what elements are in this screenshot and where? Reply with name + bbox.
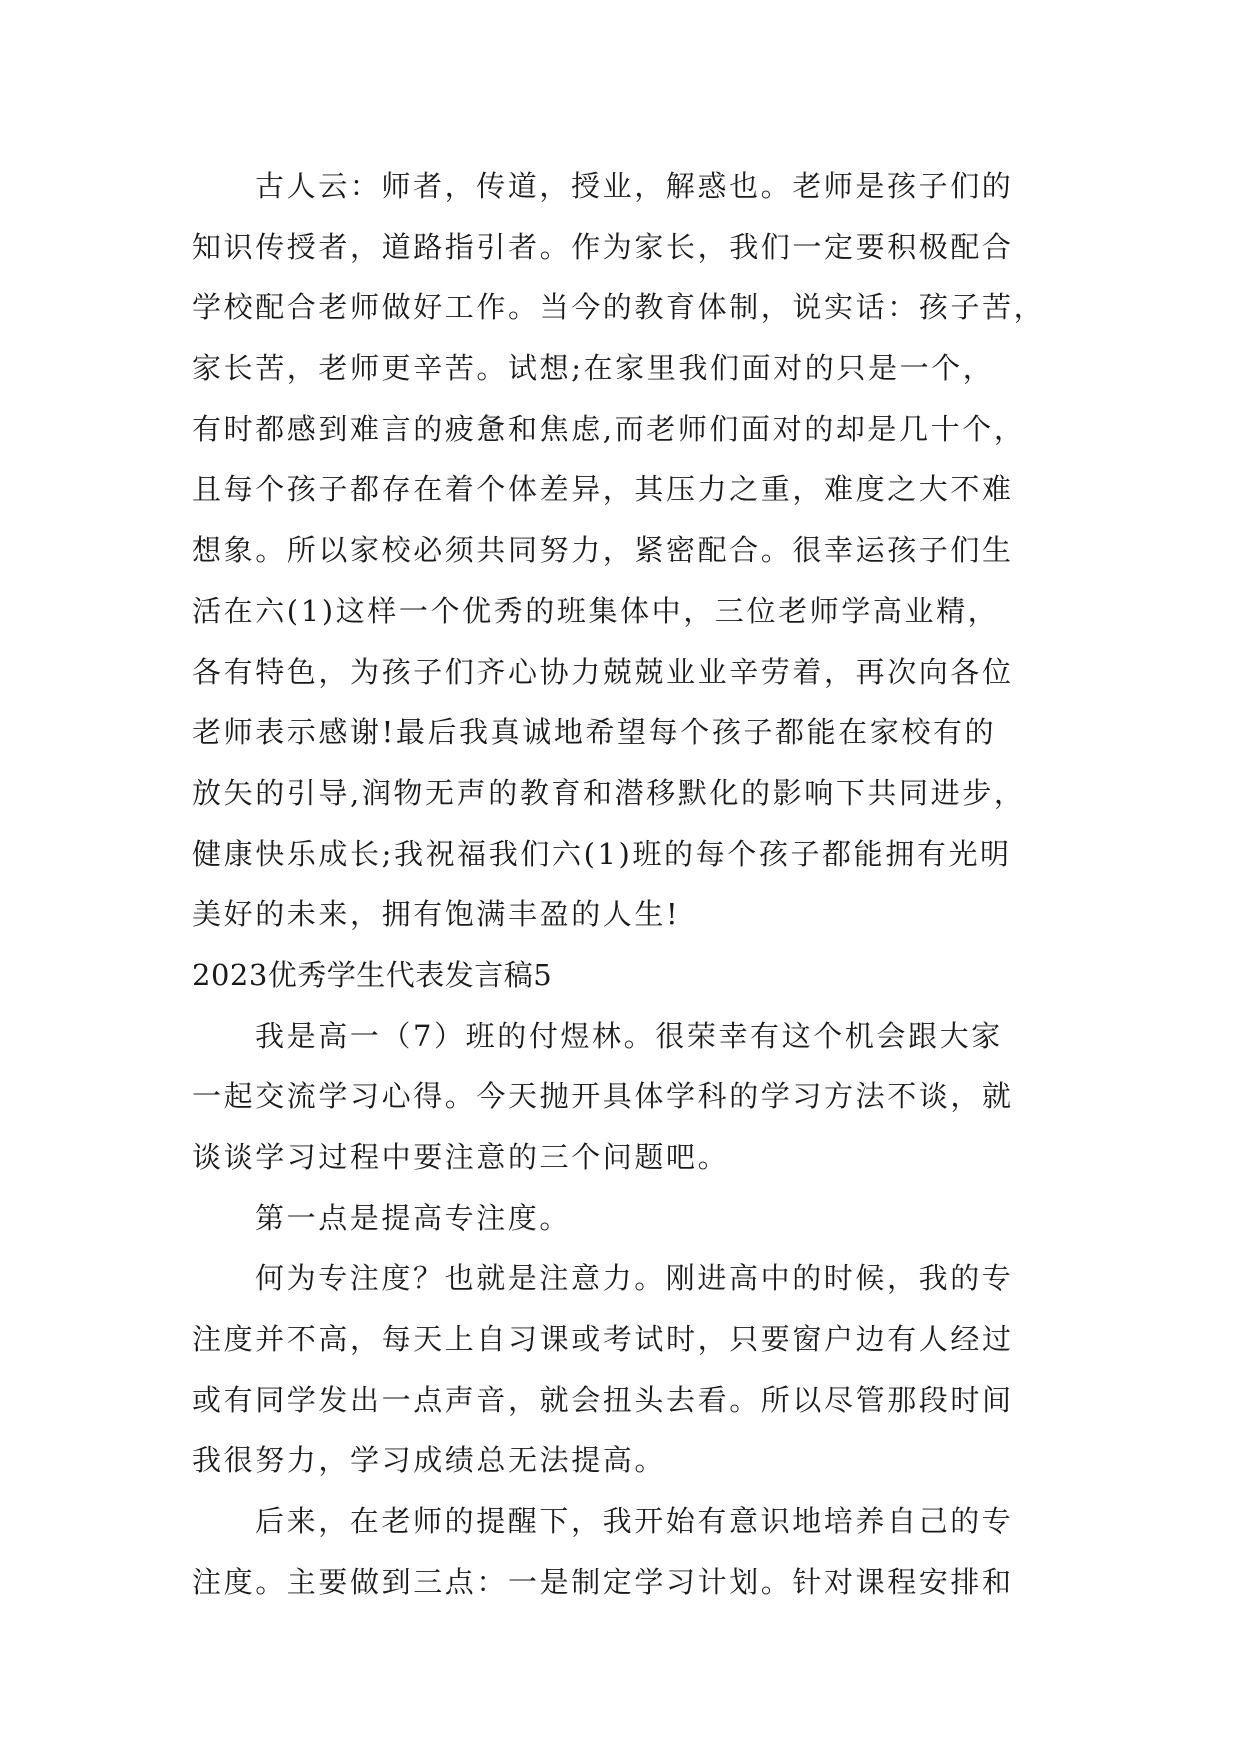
text-line: 我是高一（7）班的付煜林。很荣幸有这个机会跟大家 (255, 1018, 1003, 1053)
text-line: 放矢的引导,润物无声的教育和潜移默化的影响下共同进步， (192, 775, 1026, 810)
text-line: 注度并不高，每天上自习课或考试时，只要窗户边有人经过 (192, 1322, 1014, 1357)
text-line: 学校配合老师做好工作。当今的教育体制，说实话：孩子苦， (192, 290, 1046, 325)
document-body (192, 156, 1047, 1613)
text-line: 谈谈学习过程中要注意的三个问题吧。 (192, 1140, 730, 1174)
text-line: 美好的未来，拥有饱满丰盈的人生! (192, 897, 681, 932)
paragraph-first-point (192, 1188, 1047, 1249)
text-line: 注度。主要做到三点：一是制定学习计划。针对课程安排和 (192, 1564, 1014, 1599)
text-line: 知识传授者，道路指引者。作为家长，我们一定要积极配合 (192, 229, 1014, 264)
text-line: 想象。所以家校必须共同努力，紧密配合。很幸运孩子们生 (192, 533, 1014, 568)
text-line: 活在六(1)这样一个优秀的班集体中，三位老师学高业精， (192, 593, 1000, 628)
text-line: 老师表示感谢!最后我真诚地希望每个孩子都能在家校有的 (192, 715, 997, 750)
text-line: 健康快乐成长;我祝福我们六(1)班的每个孩子都能拥有光明 (192, 836, 1012, 871)
text-line: 家长苦，老师更辛苦。试想;在家里我们面对的只是一个， (192, 351, 995, 386)
paragraph-focus (192, 1248, 1047, 1491)
paragraph-parent-speech (192, 156, 1047, 945)
text-line: 一起交流学习心得。今天抛开具体学科的学习方法不谈，就 (192, 1079, 1014, 1114)
text-line: 何为专注度？也就是注意力。刚进高中的时候，我的专 (255, 1261, 1014, 1296)
text-line: 第一点是提高专注度。 (255, 1200, 572, 1235)
text-line: 我很努力，学习成绩总无法提高。 (192, 1443, 667, 1478)
text-line: 各有特色，为孩子们齐心协力兢兢业业辛劳着，再次向各位 (192, 654, 1014, 689)
text-line: 后来，在老师的提醒下，我开始有意识地培养自己的专 (255, 1504, 1014, 1539)
text-line: 有时都感到难言的疲惫和焦虑,而老师们面对的却是几十个， (192, 411, 1026, 446)
paragraph-intro (192, 1006, 1047, 1188)
paragraph-later (192, 1491, 1047, 1612)
section-heading: 2023优秀学生代表发言稿5 (192, 957, 553, 992)
text-line: 古人云：师者，传道，授业，解惑也。老师是孩子们的 (255, 169, 1014, 203)
text-line: 且每个孩子都存在着个体差异，其压力之重，难度之大不难 (192, 472, 1014, 507)
text-line: 或有同学发出一点声音，就会扭头去看。所以尽管那段时间 (192, 1382, 1014, 1417)
